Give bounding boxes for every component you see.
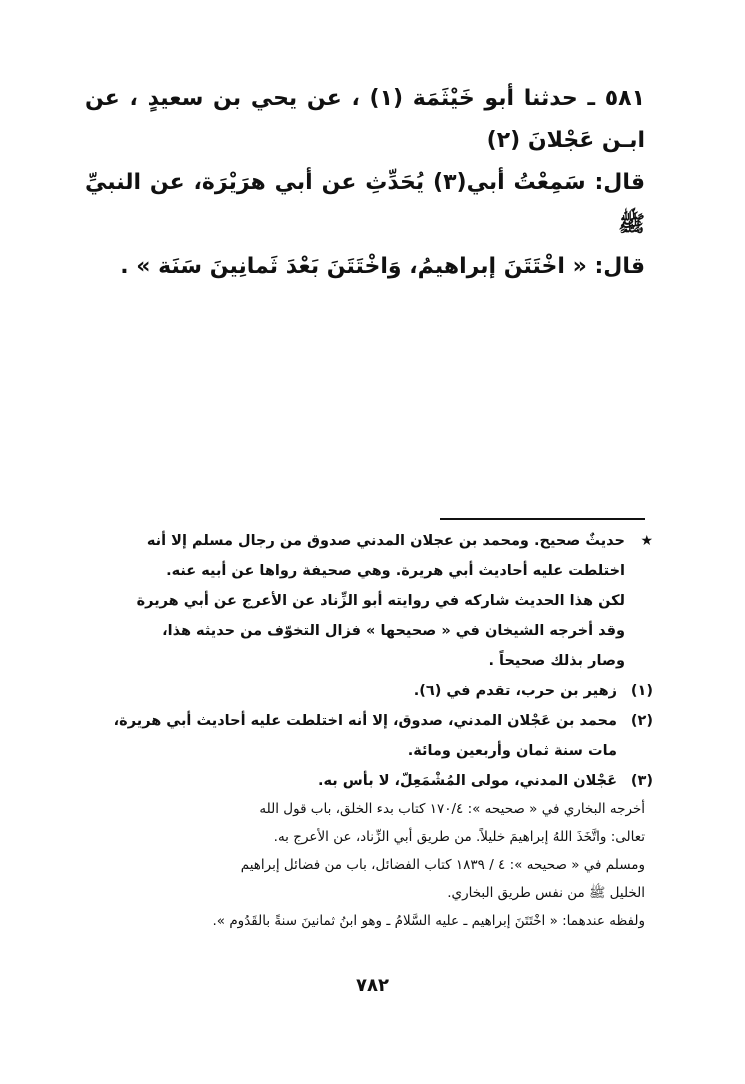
grading-note [85,526,653,676]
grading-line: اختلطت عليه أحاديث أبي هريرة. وهي صحيفة رواها عن أبيه عنه. [166,563,625,579]
source-line: الخليل ﷺ من نفس طريق البخاري. [447,885,645,901]
hadith-line-1: ٥٨١ ـ حدثنا أبو خَيْثَمَة (١) ، عن يحي بن سعيدٍ ، عن ابـن عَجْلانَ (٢) [85,86,646,153]
footnote-2 [85,706,653,766]
footnote-line: عَجْلان المدني، مولى المُشْمَعِلّ، لا بأس به. [317,773,617,789]
footnote-number: (٣) [630,773,653,789]
hadith-text [85,78,645,288]
footnote-line: زهير بن حرب، تقدم في (٦). [413,683,617,699]
hadith-line-2: قال: سَمِعْتُ أبي(٣) يُحَدِّثِ عن أبي هرَيْرَة، عن النبيِّ ﷺ [85,170,646,237]
grading-line: وقد أخرجه الشيخان في « صحيحها » فزال التخوّف من حديثه هذا، [162,623,625,639]
source-line: ولفظه عندهما: « اخْتَتَنَ إبراهيم ـ عليه السَّلامُ ـ وهو ابنُ ثمانينَ سنةً بالقَدُوم ». [212,913,645,929]
footnote-number: (١) [630,683,653,699]
footnote-3 [85,766,653,796]
footnotes [85,526,653,796]
hadith-line-3: قال: « اخْتَتَنَ إبراهيمُ، وَاخْتَتَنَ بَعْدَ ثَمانِينَ سَنَة » . [120,254,645,279]
source-line: تعالى: واتَّخَذَ اللهُ إبراهيمَ خليلاً. من طريق أبي الزِّناد، عن الأعرج به. [273,829,645,845]
page-number: ٧٨٢ [356,975,389,996]
footnote-number: (٢) [630,713,653,729]
footnote-separator [440,518,645,520]
source-line: ومسلم في « صحيحه »: ٤ / ١٨٣٩ كتاب الفضائل، باب من فضائل إبراهيم [240,857,645,873]
grading-line: حديثٌ صحيح. ومحمد بن عجلان المدني صدوق من رجال مسلم إلا أنه [146,533,625,549]
grading-line: لكن هذا الحديث شاركه في روايته أبو الزِّناد عن الأعرج عن أبي هريرة [136,593,625,609]
takhrij-sources [90,795,645,935]
footnote-line: محمد بن عَجْلان المدني، صدوق، إلا أنه اختلطت عليه أحاديث أبي هريرة، [113,713,617,729]
source-line: أخرجه البخاري في « صحيحه »: ١٧٠/٤ كتاب بدء الخلق، باب قول الله [259,801,645,817]
grading-line: وصار بذلك صحيحاً . [488,653,625,669]
star-icon: ★ [640,533,653,549]
footnote-1 [85,676,653,706]
footnote-line: مات سنة ثمان وأربعين ومائة. [407,743,617,759]
